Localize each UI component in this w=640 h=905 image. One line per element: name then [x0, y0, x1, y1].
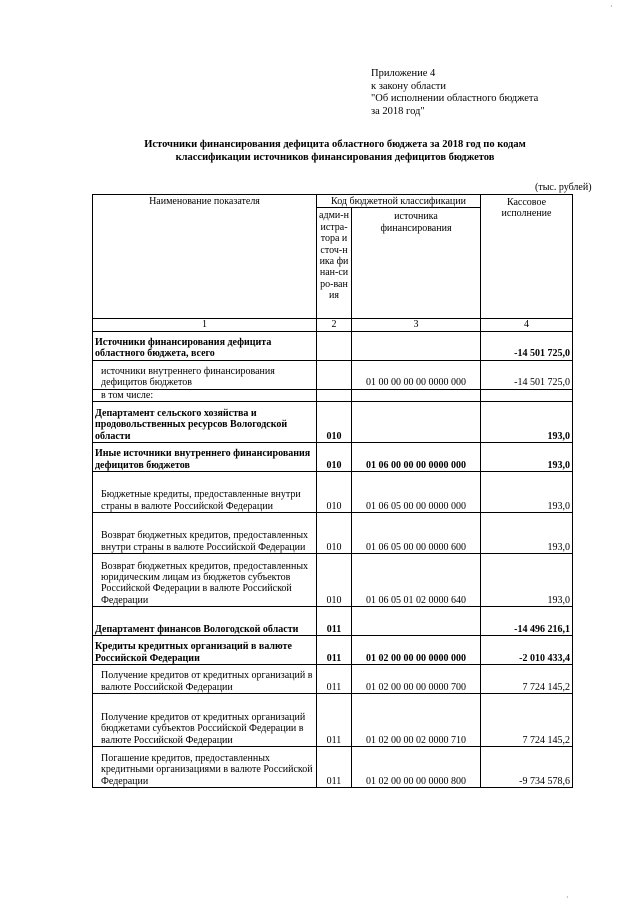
row-admin-code: 011	[317, 664, 352, 693]
row-source-code	[352, 389, 481, 401]
table-row	[93, 512, 573, 553]
row-name: Кредиты кредитных организаций в валюте Российской Федерации	[93, 635, 317, 664]
row-source-code: 01 06 05 01 02 0000 640	[352, 553, 481, 606]
table-row	[93, 693, 573, 746]
row-value: -14 501 725,0	[481, 360, 573, 389]
table-row	[93, 401, 573, 442]
table-row	[93, 442, 573, 471]
row-value: 193,0	[481, 471, 573, 512]
row-admin-code	[317, 331, 352, 360]
row-name: Погашение кредитов, предоставленных кредитными организациями в валюте Российской Федерации	[93, 746, 317, 787]
financing-table	[92, 194, 573, 788]
row-name: Получение кредитов от кредитных организаций в валюте Российской Федерации	[93, 664, 317, 693]
col-number: 4	[481, 319, 573, 331]
document-title	[110, 138, 560, 164]
appendix-line: Приложение 4	[371, 68, 436, 79]
row-value: 193,0	[481, 553, 573, 606]
appendix-line: к закону области	[371, 80, 446, 92]
header-name: Наименование показателя	[93, 195, 317, 319]
scan-mark: ·	[566, 893, 569, 902]
col-number: 2	[317, 319, 352, 331]
row-admin-code: 011	[317, 746, 352, 787]
row-source-code: 01 02 00 00 02 0000 710	[352, 693, 481, 746]
row-admin-code: 011	[317, 635, 352, 664]
row-source-code: 01 06 00 00 00 0000 000	[352, 442, 481, 471]
appendix-block	[371, 68, 538, 118]
row-value: -14 496 216,1	[481, 606, 573, 635]
appendix-line: "Об исполнении областного бюджета	[371, 93, 539, 105]
row-name: Возврат бюджетных кредитов, предоставленных внутри страны в валюте Российской Федерации	[93, 512, 317, 553]
row-value	[481, 389, 573, 401]
row-admin-code: 011	[317, 606, 352, 635]
row-source-code: 01 06 05 00 00 0000 000	[352, 471, 481, 512]
table-row	[93, 553, 573, 606]
row-source-code	[352, 606, 481, 635]
scan-mark: ·	[610, 2, 613, 11]
row-admin-code: 010	[317, 512, 352, 553]
header-admin-text: адми-нистра-тора источ-ника финан-сиро-вания	[319, 210, 349, 302]
row-value: 193,0	[481, 401, 573, 442]
row-admin-code: 010	[317, 442, 352, 471]
row-admin-code: 010	[317, 401, 352, 442]
row-name: Возврат бюджетных кредитов, предоставленных юридическим лицам из бюджетов субъектов Российской Федерации в валюте Российской Федерации	[93, 553, 317, 606]
row-source-code: 01 02 00 00 00 0000 000	[352, 635, 481, 664]
table-row	[93, 746, 573, 787]
row-value: -9 734 578,6	[481, 746, 573, 787]
row-name: источники внутреннего финансирования дефицитов бюджетов	[93, 360, 317, 389]
table-row	[93, 635, 573, 664]
table-row	[93, 606, 573, 635]
unit-label: (тыс. рублей)	[535, 182, 592, 193]
row-name: Иные источники внутреннего финансирования дефицитов бюджетов	[93, 442, 317, 471]
row-source-code: 01 02 00 00 00 0000 700	[352, 664, 481, 693]
row-source-code: 01 06 05 00 00 0000 600	[352, 512, 481, 553]
row-source-code: 01 02 00 00 00 0000 800	[352, 746, 481, 787]
header-admin	[317, 208, 352, 319]
header-exec: Кассовое исполнение	[481, 195, 573, 319]
table-row	[93, 360, 573, 389]
title-line: Источники финансирования дефицита областного бюджета за 2018 год по кодам	[144, 139, 526, 150]
row-name: Бюджетные кредиты, предоставленные внутри страны в валюте Российской Федерации	[93, 471, 317, 512]
row-admin-code	[317, 389, 352, 401]
table-row	[93, 389, 573, 401]
row-admin-code: 011	[317, 693, 352, 746]
row-name: Получение кредитов от кредитных организаций бюджетами субъектов Российской Федерации в валюте Российской Федерации	[93, 693, 317, 746]
table-row	[93, 664, 573, 693]
table-body	[93, 331, 573, 787]
row-name: Департамент сельского хозяйства и продовольственных ресурсов Вологодской области	[93, 401, 317, 442]
row-value: 193,0	[481, 442, 573, 471]
header-source: источника финансирования	[352, 208, 481, 319]
table-row	[93, 331, 573, 360]
row-value: 193,0	[481, 512, 573, 553]
row-source-code	[352, 331, 481, 360]
appendix-line: за 2018 год"	[371, 105, 425, 117]
row-admin-code: 010	[317, 553, 352, 606]
col-number: 1	[93, 319, 317, 331]
row-name: Источники финансирования дефицита областного бюджета, всего	[93, 331, 317, 360]
header-code-group: Код бюджетной классификации	[317, 195, 481, 208]
row-value: 7 724 145,2	[481, 693, 573, 746]
row-value: 7 724 145,2	[481, 664, 573, 693]
row-admin-code: 010	[317, 471, 352, 512]
row-name: Департамент финансов Вологодской области	[93, 606, 317, 635]
row-source-code	[352, 401, 481, 442]
row-value: -14 501 725,0	[481, 331, 573, 360]
row-admin-code	[317, 360, 352, 389]
table-row	[93, 471, 573, 512]
row-name: в том числе:	[93, 389, 317, 401]
title-line: классификации источников финансирования дефицитов бюджетов	[175, 152, 495, 163]
row-source-code: 01 00 00 00 00 0000 000	[352, 360, 481, 389]
row-value: -2 010 433,4	[481, 635, 573, 664]
col-number: 3	[352, 319, 481, 331]
